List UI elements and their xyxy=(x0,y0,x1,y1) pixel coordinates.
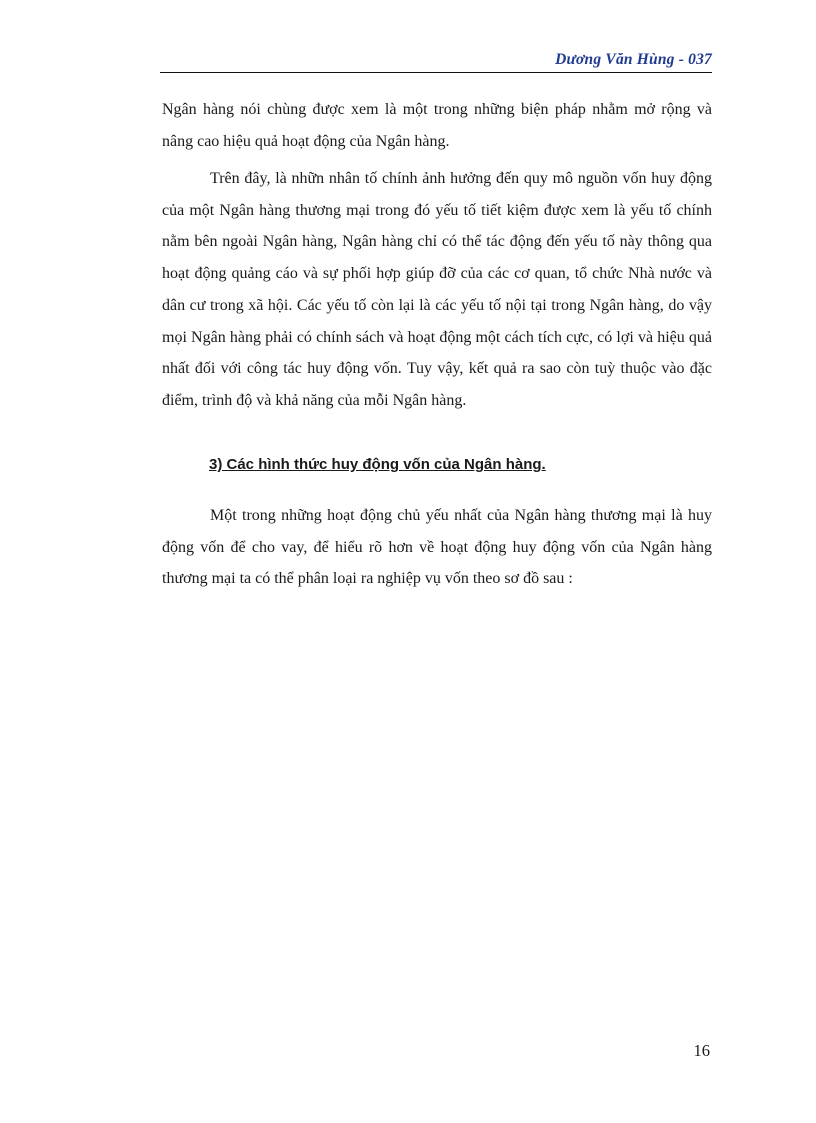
page-number: 16 xyxy=(693,1041,710,1060)
paragraph-3: Một trong những hoạt động chủ yếu nhất của Ngân hàng thương mại là huy động vốn để cho vay, để hiểu rõ hơn về hoạt động huy động vốn của Ngân hàng thương mại ta có thể phân loại ra nghiệp vụ vốn theo sơ đồ sau : xyxy=(162,507,712,588)
paragraph-1: Ngân hàng nói chùng được xem là một trong những biện pháp nhằm mở rộng và nâng cao hiệu quả hoạt động của Ngân hàng. xyxy=(162,101,712,150)
paragraph-2: Trên đây, là nhữn nhân tố chính ảnh hưởng đến quy mô nguồn vốn huy động của một Ngân hàng thương mại trong đó yếu tố tiết kiệm được xem là yếu tố chính nằm bên ngoài Ngân hàng, Ngân hàng chỉ có thể tác động đến yếu tố này thông qua hoạt động quảng cáo và sự phối hợp giúp đỡ của các cơ quan, tổ chức Nhà nước và dân cư trong xã hội. Các yếu tố còn lại là các yếu tố nội tại trong Ngân hàng, do vậy mọi Ngân hàng phải có chính sách và hoạt động một cách tích cực, có lợi và hiệu quả nhất đối với công tác huy động vốn. Tuy vậy, kết quả ra sao còn tuỳ thuộc vào đặc điểm, trình độ và khả năng của mỗi Ngân hàng. xyxy=(162,170,712,409)
header-author: Dương Văn Hùng - 037 xyxy=(555,51,712,68)
section-heading: 3) Các hình thức huy động vốn của Ngân hàng. xyxy=(209,456,546,473)
header-divider xyxy=(160,72,712,73)
